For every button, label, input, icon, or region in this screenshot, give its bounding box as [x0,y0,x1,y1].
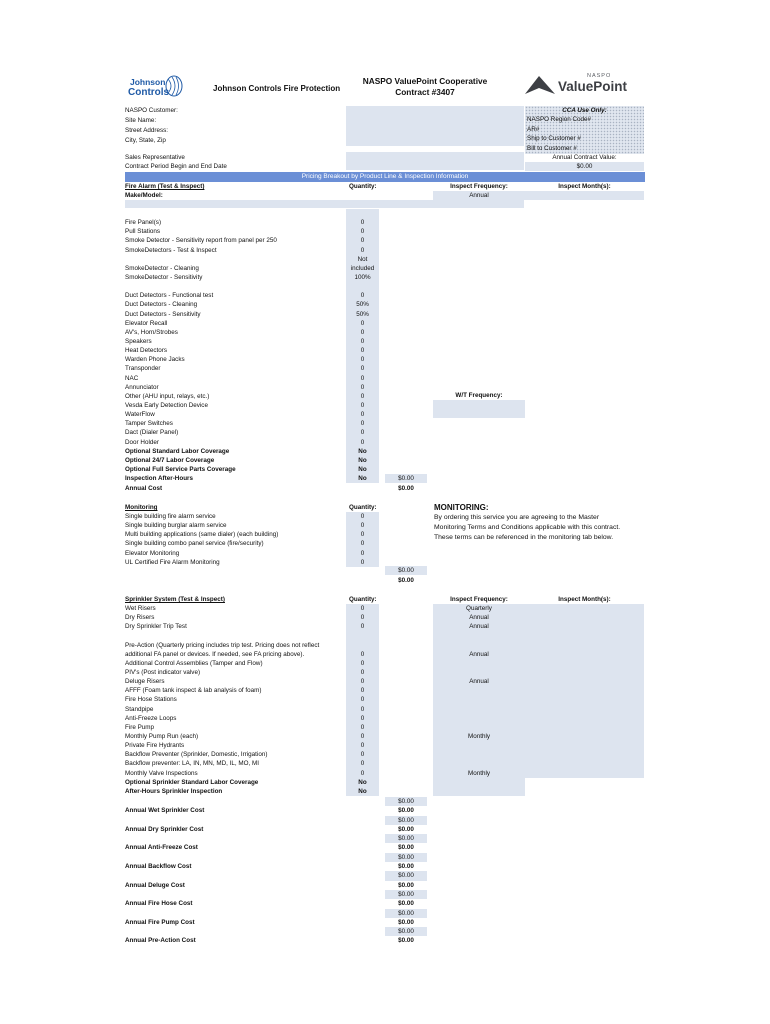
monitoring-item: Multi building applications (same dialer) (each building) [125,531,279,539]
fire-alarm-quantity [346,209,379,218]
cca-items [527,115,591,153]
fire-alarm-quantity: 0 [360,356,365,364]
fire-alarm-item: SmokeDetector - Cleaning [125,264,199,272]
monitoring-note [434,513,620,543]
sprinkler-quantity: 0 [360,605,365,612]
sprinkler-frequency: Annual [469,623,489,631]
sprinkler-frequency-column[interactable] [433,604,525,796]
fire-alarm-item: Warden Phone Jacks [125,356,185,364]
sprinkler-quantity: 0 [360,614,365,622]
fire-alarm-quantity: 0 [360,292,365,300]
cca-item: NASPO Region Code# [527,116,592,123]
sprinkler-cost-total: $0.00 [398,825,414,833]
fire-alarm-quantity: 0 [360,392,365,400]
fire-alarm-item: WaterFlow [125,411,155,419]
fire-alarm-item: Annunciator [125,383,159,391]
sprinkler-frequency [433,686,525,695]
sprinkler-frequency [433,695,525,704]
sprinkler-frequency [433,659,525,668]
fire-alarm-item: NAC [125,374,139,382]
monitoring-item-list [125,512,278,567]
sprinkler-quantity [346,631,379,640]
sprinkler-cost-label: Annual Fire Pump Cost [125,918,195,926]
sprinkler-frequency [433,759,525,768]
monitoring-quantity: 0 [360,531,365,539]
fire-alarm-item [125,282,277,291]
fire-alarm-item: SmokeDetectors - Test & Inspect [125,246,217,254]
monitoring-quantity: 0 [360,558,365,566]
fire-alarm-annual-cost-label: Annual Cost [125,485,163,492]
fire-alarm-frequency-value[interactable]: Annual [433,191,525,200]
fire-alarm-quantity: 0 [360,374,365,382]
fire-alarm-quantity [346,282,379,291]
sprinkler-cost-total: $0.00 [398,918,414,926]
sprinkler-cost-label: Annual Fire Hose Cost [125,900,193,908]
sprinkler-quantity: 0 [360,742,365,750]
valuepoint-logo-small: NASPO [587,73,612,79]
sprinkler-quantity-label: Quantity: [349,596,377,603]
contract-period-label: Contract Period Begin and End Date [125,163,227,170]
fire-alarm-item: Inspection After-Hours [125,475,193,483]
sprinkler-quantity: 0 [360,751,365,759]
sprinkler-cost-subtotal: $0.00 [385,853,427,862]
sprinkler-quantity: 0 [360,723,365,731]
make-model-field[interactable] [125,200,346,208]
monitoring-note-title: MONITORING: [434,503,489,512]
sprinkler-frequency-label: Inspect Frequency: [450,596,508,603]
sprinkler-quantity: 0 [360,769,365,777]
fire-alarm-item: Fire Panel(s) [125,219,162,227]
monitoring-item: Elevator Monitoring [125,549,180,557]
fire-alarm-item: Optional Standard Labor Coverage [125,447,230,455]
fire-alarm-quantity: 0 [360,411,365,419]
sprinkler-cost-subtotal: $0.00 [385,909,427,918]
monitoring-quantity: 0 [360,540,365,548]
fire-alarm-quantity-label: Quantity: [349,183,377,190]
sprinkler-frequency [433,787,525,796]
fire-alarm-item: Dact (Dialer Panel) [125,429,179,437]
sprinkler-quantity: 0 [360,705,365,713]
fire-alarm-item: SmokeDetector - Sensitivity [125,273,203,281]
sprinkler-frequency [433,741,525,750]
customer-label: NASPO Customer: [125,107,178,114]
fire-alarm-quantity: No [358,456,367,464]
sprinkler-quantity: 0 [360,668,365,676]
sprinkler-frequency [433,750,525,759]
sprinkler-cost-label: Annual Backflow Cost [125,863,192,870]
sprinkler-cost-subtotal: $0.00 [385,834,427,843]
fire-alarm-quantity: 100% [354,273,371,281]
fire-alarm-quantity: 0 [360,328,365,336]
monitoring-note-line: These terms can be referenced in the monitoring tab below. [434,534,614,541]
monitoring-quantity: 0 [360,549,365,557]
sales-rep-field[interactable] [346,152,524,170]
sprinkler-cost-label: Annual Wet Sprinkler Cost [125,807,205,815]
sprinkler-item: Backflow preventer: LA, IN, MN, MD, IL, MO, MI [125,760,260,768]
fire-alarm-quantity: No [358,465,367,473]
sprinkler-frequency: Quarterly [466,605,492,612]
sprinkler-item: After-Hours Sprinkler Inspection [125,787,223,795]
johnson-controls-logo [122,74,186,102]
fire-alarm-item: Duct Detectors - Cleaning [125,301,198,309]
sprinkler-item: Additional Control Assemblies (Tamper and Flow) [125,659,263,667]
sprinkler-frequency [433,631,525,640]
fire-alarm-item: AV's, Horn/Strobes [125,328,178,336]
valuepoint-arrow-icon [523,74,557,96]
fire-alarm-item [125,209,277,218]
valuepoint-logo [523,72,643,98]
naspo-contract-title [345,76,505,98]
fire-alarm-item: Optional 24/7 Labor Coverage [125,456,215,464]
sprinkler-quantity: 0 [360,687,365,695]
company-title: Johnson Controls Fire Protection [213,84,341,93]
sprinkler-item: Fire Hose Stations [125,696,177,704]
sprinkler-item: Dry Sprinkler Trip Test [125,623,187,631]
fire-alarm-quantity: 0 [360,401,365,409]
fire-alarm-months-label: Inspect Month(s): [558,183,611,190]
sprinkler-cost-label: Annual Deluge Cost [125,881,185,889]
sprinkler-item: Standpipe [125,705,154,713]
sprinkler-item: additional FA panel or devices. If needed, see FA pricing above). [125,650,305,658]
pricing-banner: Pricing Breakout by Product Line & Inspection Information [125,172,645,182]
fire-alarm-quantity: 0 [360,347,365,355]
cca-item: Bill to Customer # [527,144,577,152]
fire-alarm-item: Duct Detectors - Functional test [125,292,214,300]
sprinkler-item: Monthly Valve Inspections [125,769,198,777]
annual-contract-value-label: Annual Contract Value: [552,154,617,161]
monitoring-total: $0.00 [398,577,414,584]
sprinkler-cost-total: $0.00 [398,844,414,852]
naspo-title-line-2: Contract #3407 [395,87,455,97]
sprinkler-cost-total: $0.00 [398,937,414,945]
globe-icon [164,74,184,98]
valuepoint-logo-big: ValuePoint [558,79,628,94]
fire-alarm-subtotal: $0.00 [385,474,427,483]
sprinkler-frequency [433,723,525,732]
monitoring-quantity: 0 [360,513,365,520]
sprinkler-item-list [125,604,319,796]
fire-alarm-item: Elevator Recall [125,319,168,327]
sprinkler-quantity [346,641,379,650]
sprinkler-cost-total: $0.00 [398,807,414,815]
sprinkler-months-label: Inspect Month(s): [558,596,611,603]
sprinkler-frequency: Monthly [467,732,491,740]
sprinkler-frequency [433,778,525,787]
customer-label: Street Address: [125,127,169,134]
sprinkler-quantity: 0 [360,678,365,686]
cca-item: AR# [527,125,540,133]
monitoring-item: Single building fire alarm service [125,513,216,520]
sprinkler-item: Private Fire Hydrants [125,742,185,750]
fire-alarm-item-list [125,209,277,483]
fire-alarm-item: Heat Detectors [125,347,167,355]
sprinkler-cost-label: Annual Pre-Action Cost [125,937,196,945]
sprinkler-cost-subtotal: $0.00 [385,871,427,880]
fire-alarm-item: Transponder [125,365,161,373]
sprinkler-quantity: 0 [360,623,365,631]
fire-alarm-item: Pull Stations [125,228,161,236]
sprinkler-quantity: 0 [360,732,365,740]
fire-alarm-frequency-label: Inspect Frequency: [450,183,508,190]
sprinkler-quantity-column[interactable] [346,604,379,796]
fire-alarm-quantity: 0 [360,237,365,245]
cca-item: Ship to Customer # [527,135,581,142]
sprinkler-item: Anti-Freeze Loops [125,714,177,722]
fire-alarm-item: Duct Detectors - Sensitivity [125,310,201,318]
monitoring-item: Single building burglar alarm service [125,522,227,530]
cca-title: CCA Use Only: [562,107,607,114]
monitoring-quantity: 0 [360,522,365,530]
fire-alarm-quantity: included [350,264,375,272]
sprinkler-item: Optional Sprinkler Standard Labor Coverage [125,778,259,786]
sprinkler-quantity: 0 [360,714,365,722]
fire-alarm-heading: Fire Alarm (Test & Inspect) [125,183,205,190]
annual-contract-value: $0.00 [525,162,644,171]
fire-alarm-quantity: 0 [360,337,365,345]
sprinkler-quantity: 0 [360,650,365,658]
fire-alarm-quantity: 0 [360,228,365,236]
sprinkler-cost-subtotal: $0.00 [385,927,427,936]
monitoring-note-line: Monitoring Terms and Conditions applicable with this contract. [434,524,621,531]
sprinkler-cost-label: Annual Dry Sprinkler Cost [125,825,204,833]
fire-alarm-quantity-column[interactable] [346,209,379,483]
fire-alarm-quantity: 0 [360,319,365,327]
make-model-field-right[interactable] [346,200,524,208]
monitoring-item: Single building combo panel service (fire/security) [125,540,264,548]
fire-alarm-item: Tamper Switches [125,420,173,428]
fire-alarm-item [125,255,277,264]
fire-alarm-item: Smoke Detector - Sensitivity report from panel per 250 [125,237,277,245]
sales-rep-label: Sales Representative [125,154,185,161]
fire-alarm-quantity: 0 [360,365,365,373]
fire-alarm-quantity: Not [357,255,368,263]
customer-label: City, State, Zip [125,137,166,144]
sprinkler-cost-label: Annual Anti-Freeze Cost [125,844,198,852]
sprinkler-item: Backflow Preventer (Sprinkler, Domestic, Irrigation) [125,751,268,759]
sprinkler-item: PIV's (Post indicator valve) [125,668,201,676]
fire-alarm-quantity: 50% [356,310,369,318]
fire-alarm-item: Other (AHU input, relays, etc.) [125,392,210,400]
fire-alarm-quantity: No [358,447,367,455]
sprinkler-frequency: Monthly [467,769,491,777]
fire-alarm-months-field[interactable] [525,191,644,200]
customer-label: Site Name: [125,117,157,124]
fire-alarm-quantity: 0 [360,429,365,437]
sprinkler-frequency [433,641,525,650]
jc-logo-text-1: Johnson [130,77,166,87]
monitoring-item: UL Certified Fire Alarm Monitoring [125,558,220,566]
sprinkler-frequency [433,714,525,723]
fire-alarm-quantity: 0 [360,219,365,227]
sprinkler-cost-total: $0.00 [398,863,414,870]
sprinkler-cost-subtotal: $0.00 [385,816,427,825]
sprinkler-quantity: 0 [360,659,365,667]
sprinkler-item: Fire Pump [125,723,155,731]
wt-frequency-label: W/T Frequency: [455,392,503,399]
fire-alarm-item: Door Holder [125,438,159,446]
sprinkler-item: Wet Risers [125,605,156,612]
fire-alarm-quantity: No [358,475,367,483]
sprinkler-cost-total: $0.00 [398,881,414,889]
customer-labels [125,106,178,146]
sprinkler-frequency [433,668,525,677]
sprinkler-quantity: 0 [360,760,365,768]
sprinkler-frequency: Annual [469,614,489,622]
sprinkler-item [125,631,319,640]
monitoring-quantity-column[interactable] [346,512,379,567]
monitoring-subtotal: $0.00 [385,566,427,575]
sprinkler-item: Dry Risers [125,614,155,622]
sprinkler-months-field[interactable] [525,604,644,778]
sprinkler-item: AFFF (Foam tank inspect & lab analysis of foam) [125,687,262,695]
naspo-title-line-1: NASPO ValuePoint Cooperative [362,76,488,86]
sprinkler-quantity: 0 [360,696,365,704]
customer-info-field[interactable] [346,106,524,146]
monitoring-heading: Monitoring [125,504,158,511]
sprinkler-frequency [433,705,525,714]
sprinkler-frequency: Annual [469,650,489,658]
jc-logo-text-2: Controls [128,87,170,98]
fire-alarm-quantity: 0 [360,383,365,391]
fire-alarm-annual-cost: $0.00 [398,485,414,492]
make-model-label: Make/Model: [125,192,163,199]
sprinkler-cost-total: $0.00 [398,900,414,908]
sprinkler-cost-subtotal: $0.00 [385,797,427,806]
fire-alarm-item: Optional Full Service Parts Coverage [125,465,236,473]
sprinkler-cost-subtotal: $0.00 [385,890,427,899]
sprinkler-quantity: No [358,778,367,786]
sprinkler-item: Deluge Risers [125,678,165,686]
sprinkler-heading: Sprinkler System (Test & Inspect) [125,596,225,603]
fire-alarm-quantity: 0 [360,438,365,446]
sprinkler-item: Monthly Pump Run (each) [125,732,199,740]
fire-alarm-quantity: 0 [360,246,365,254]
fire-alarm-item: Vesda Early Detection Device [125,401,208,409]
sprinkler-frequency: Annual [469,678,489,686]
monitoring-quantity-label: Quantity: [349,504,377,511]
sprinkler-quantity: No [358,787,367,795]
fire-alarm-quantity: 0 [360,420,365,428]
fire-alarm-item: Speakers [125,337,152,345]
monitoring-note-line: By ordering this service you are agreeing to the Master [434,514,600,521]
wt-frequency-field[interactable] [433,400,525,418]
fire-alarm-quantity: 50% [356,301,369,309]
sprinkler-item: Pre-Action (Quarterly pricing includes trip test. Pricing does not reflect [125,641,320,649]
